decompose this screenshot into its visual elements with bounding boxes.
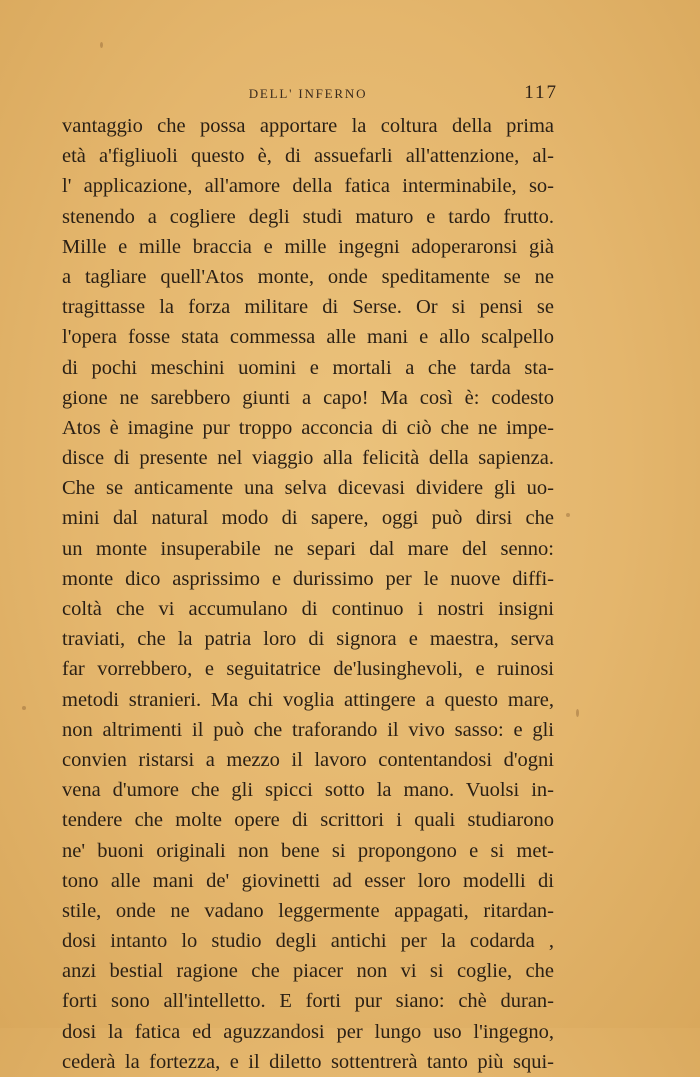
text-line: anzi bestial ragione che piacer non vi si coglie, che: [62, 960, 554, 983]
text-line: tono alle mani de' giovinetti ad esser loro modelli di: [62, 869, 554, 892]
text-line: stile, onde ne vadano leggermente appagati, ritardan-: [62, 899, 554, 922]
text-line: di pochi meschini uomini e mortali a che tarda sta-: [62, 356, 554, 379]
text-line: cederà la fortezza, e il diletto sottentrerà tanto più squi-: [62, 1050, 554, 1073]
page-header: [62, 82, 558, 108]
text-line: non altrimenti il può che traforando il vivo sasso: e gli: [62, 718, 554, 741]
text-line: vantaggio che possa apportare la coltura della prima: [62, 115, 554, 137]
text-line: far vorrebbero, e seguitatrice de'lusinghevoli, e ruinosi: [62, 658, 554, 681]
text-line: monte dico asprissimo e durissimo per le nuove diffi-: [62, 567, 554, 590]
text-line: vena d'umore che gli spicci sotto la mano. Vuolsi in-: [62, 779, 554, 802]
text-line: ne' buoni originali non bene si propongono e si met-: [62, 839, 554, 862]
body-text: [62, 111, 554, 1077]
text-line: metodi stranieri. Ma chi voglia attingere a questo mare,: [62, 688, 554, 711]
running-title: DELL' INFERNO: [248, 86, 368, 101]
text-line: a tagliare quell'Atos monte, onde speditamente se ne: [62, 265, 554, 288]
paper-speck: [22, 706, 26, 710]
text-line: Atos è imagine pur troppo acconcia di ciò che ne impe-: [62, 416, 554, 439]
text-line: l'opera fosse stata commessa alle mani e allo scalpello: [62, 326, 554, 349]
text-line: un monte insuperabile ne separi dal mare del senno:: [62, 537, 554, 560]
text-line: dosi la fatica ed aguzzandosi per lungo uso l'ingegno,: [62, 1020, 554, 1043]
text-line: traviati, che la patria loro di signora e maestra, serva: [62, 628, 554, 651]
text-line: l' applicazione, all'amore della fatica interminabile, so-: [62, 175, 554, 198]
text-line: Mille e mille braccia e mille ingegni adoperaronsi già: [62, 235, 554, 258]
paper-speck: [566, 513, 570, 517]
text-line: stenendo a cogliere degli studi maturo e tardo frutto.: [62, 205, 554, 228]
text-line: età a'figliuoli questo è, di assuefarli all'attenzione, al-: [62, 145, 554, 168]
text-line: disce di presente nel viaggio alla felicità della sapienza.: [62, 447, 554, 470]
text-line: tragittasse la forza militare di Serse. Or si pensi se: [62, 296, 554, 319]
text-line: tendere che molte opere di scrittori i quali studiarono: [62, 809, 554, 832]
text-line: Che se anticamente una selva dicevasi dividere gli uo-: [62, 477, 554, 500]
text-line: forti sono all'intelletto. E forti pur siano: chè duran-: [62, 990, 554, 1013]
text-line: mini dal natural modo di sapere, oggi può dirsi che: [62, 507, 554, 530]
text-line: convien ristarsi a mezzo il lavoro contentandosi d'ogni: [62, 748, 554, 771]
page-number: 117: [524, 82, 558, 103]
text-line: dosi intanto lo studio degli antichi per la codarda ,: [62, 930, 554, 953]
paper-speck: [100, 42, 103, 48]
paper-speck: [576, 709, 579, 717]
text-line: gione ne sarebbero giunti a capo! Ma così è: codesto: [62, 386, 554, 409]
text-line: coltà che vi accumulano di continuo i nostri insigni: [62, 598, 554, 620]
